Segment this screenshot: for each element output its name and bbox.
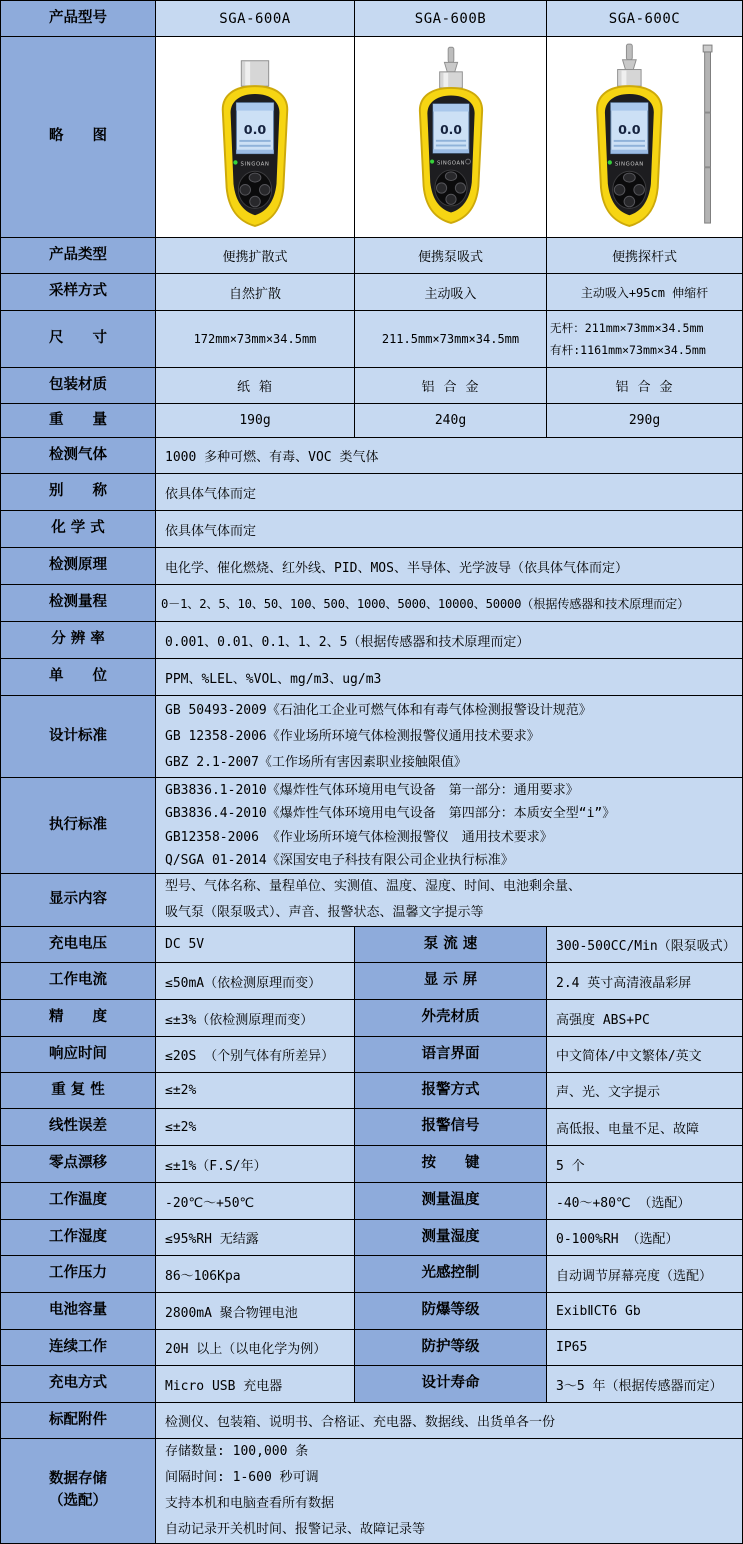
response-time-label: 响应时间 — [1, 1037, 156, 1073]
explosion-proof-value: ExibⅡCT6 Gb — [547, 1293, 742, 1330]
row-battery-explosion-proof — [1, 1293, 742, 1330]
shell-material-label: 外壳材质 — [355, 1000, 547, 1037]
package-material-label: 包装材质 — [1, 368, 156, 404]
display-screen-value: 2.4 英寸高清液晶彩屏 — [547, 963, 742, 1000]
row-detection-principle — [1, 548, 742, 585]
working-humidity-label: 工作湿度 — [1, 1220, 156, 1256]
dimensions-c-with-rod: 有杆:1161mm×73mm×34.5mm — [550, 343, 706, 357]
execution-standard-line: GB3836.1-2010《爆炸性气体环境用电气设备 第一部分：通用要求》 — [165, 782, 579, 798]
led-indicator — [233, 160, 237, 164]
weight-a: 190g — [156, 404, 355, 438]
product-image-sga-600b — [355, 37, 547, 238]
detected-gas-label: 检测气体 — [1, 438, 156, 474]
accuracy-value: ≤±3%（依检测原理而变） — [156, 1000, 355, 1037]
row-accuracy-shell-material — [1, 1000, 742, 1037]
chemical-formula-value: 依具体气体而定 — [156, 511, 742, 548]
explosion-proof-label: 防爆等级 — [355, 1293, 547, 1330]
detection-range-value: 0－1、2、5、10、50、100、500、1000、5000、10000、50000（根据传感器和技术原理而定） — [156, 585, 742, 622]
keys-value: 5 个 — [547, 1146, 742, 1183]
row-charging-mode-design-life — [1, 1366, 742, 1403]
measure-temperature-label: 测量温度 — [355, 1183, 547, 1220]
unit-label: 单 位 — [1, 659, 156, 696]
alarm-mode-value: 声、光、文字提示 — [547, 1073, 742, 1109]
row-resolution — [1, 622, 742, 659]
pump-flow-value: 300-500CC/Min（限泵吸式） — [547, 927, 742, 963]
sensor-cap — [439, 72, 462, 88]
model-name-sga-600a: SGA-600A — [156, 1, 355, 37]
pump-flow-label: 泵 流 速 — [355, 927, 547, 963]
display-content-line: 型号、气体名称、量程单位、实测值、温度、湿度、时间、电池剩余量、 — [165, 879, 582, 894]
working-temperature-value: -20℃～+50℃ — [156, 1183, 355, 1220]
design-standard-label: 设计标准 — [1, 696, 156, 778]
row-working-temp-measure-temp — [1, 1183, 742, 1220]
product-type-label: 产品类型 — [1, 238, 156, 274]
data-storage-line: 自动记录开关机时间、报警记录、故障记录等 — [165, 1522, 426, 1537]
design-standard-value — [156, 696, 742, 778]
product-image-sga-600c — [547, 37, 742, 238]
brand-text: SINGOAN — [240, 161, 270, 168]
row-working-current-display-screen — [1, 963, 742, 1000]
dimensions-c-without-rod: 无杆：211mm×73mm×34.5mm — [550, 321, 704, 335]
row-unit — [1, 659, 742, 696]
row-package-material — [1, 368, 742, 404]
product-type-a: 便携扩散式 — [156, 238, 355, 274]
dimensions-label: 尺 寸 — [1, 311, 156, 368]
device-illustration-pump — [366, 42, 536, 232]
package-material-c: 铝合金 — [547, 368, 742, 404]
device-illustration-diffusion — [167, 42, 343, 232]
detection-principle-label: 检测原理 — [1, 548, 156, 585]
response-time-value: ≤20S （个别气体有所差异） — [156, 1037, 355, 1073]
charging-mode-value: Micro USB 充电器 — [156, 1366, 355, 1403]
execution-standard-line: GB12358-2006 《作业场所环境气体检测报警仪 通用技术要求》 — [165, 829, 553, 845]
working-current-value: ≤50mA（依检测原理而变） — [156, 963, 355, 1000]
row-product-model — [1, 1, 742, 37]
working-temperature-label: 工作温度 — [1, 1183, 156, 1220]
detected-gas-value: 1000 多种可燃、有毒、VOC 类气体 — [156, 438, 742, 474]
linearity-error-label: 线性误差 — [1, 1109, 156, 1146]
execution-standard-value — [156, 778, 742, 874]
working-pressure-value: 86～106Kpa — [156, 1256, 355, 1293]
continuous-work-value: 20H 以上（以电化学为例） — [156, 1330, 355, 1366]
screen-value: 0.0 — [243, 122, 267, 138]
light-control-value: 自动调节屏幕亮度（选配） — [547, 1256, 742, 1293]
execution-standard-line: GB3836.4-2010《爆炸性气体环境用电气设备 第四部分：本质安全型“i”》 — [165, 806, 616, 821]
zero-drift-value: ≤±1%（F.S/年） — [156, 1146, 355, 1183]
keys-label: 按 键 — [355, 1146, 547, 1183]
display-content-label: 显示内容 — [1, 874, 156, 927]
screen-value: 0.0 — [439, 123, 462, 138]
alarm-signal-label: 报警信号 — [355, 1109, 547, 1146]
measure-temperature-value: -40～+80℃ （选配） — [547, 1183, 742, 1220]
battery-capacity-label: 电池容量 — [1, 1293, 156, 1330]
weight-c: 290g — [547, 404, 742, 438]
row-continuous-work-protection — [1, 1330, 742, 1366]
device-illustration-probe-rod — [557, 42, 733, 232]
alarm-mode-label: 报警方式 — [355, 1073, 547, 1109]
sketch-label: 略 图 — [1, 37, 156, 238]
product-type-b: 便携泵吸式 — [355, 238, 547, 274]
sampling-method-a: 自然扩散 — [156, 274, 355, 311]
display-screen-label: 显 示 屏 — [355, 963, 547, 1000]
model-name-sga-600c: SGA-600C — [547, 1, 742, 37]
row-design-standard — [1, 696, 742, 778]
row-working-humidity-measure-humidity — [1, 1220, 742, 1256]
accessories-label: 标配附件 — [1, 1403, 156, 1439]
working-current-label: 工作电流 — [1, 963, 156, 1000]
shell-material-value: 高强度 ABS+PC — [547, 1000, 742, 1037]
brand-text: SINGOAN — [614, 161, 644, 168]
design-standard-line: GB 12358-2006《作业场所环境气体检测报警仪通用技术要求》 — [165, 728, 540, 744]
led-indicator — [430, 159, 434, 163]
product-type-c: 便携探杆式 — [547, 238, 742, 274]
accessories-value: 检测仪、包装箱、说明书、合格证、充电器、数据线、出货单各一份 — [156, 1403, 742, 1439]
dimensions-b: 211.5mm×73mm×34.5mm — [355, 311, 547, 368]
sampling-probe — [626, 44, 632, 60]
design-standard-line: GB 50493-2009《石油化工企业可燃气体和有毒气体检测报警设计规范》 — [165, 702, 592, 718]
execution-standard-line: Q/SGA 01-2014《深国安电子科技有限公司企业执行标准》 — [165, 853, 514, 868]
display-content-value — [156, 874, 742, 927]
sensor-cap — [617, 70, 640, 87]
resolution-label: 分 辨 率 — [1, 622, 156, 659]
data-storage-label-line: （选配） — [49, 1493, 107, 1509]
linearity-error-value: ≤±2% — [156, 1109, 355, 1146]
row-sampling-method — [1, 274, 742, 311]
alarm-signal-value: 高低报、电量不足、故障 — [547, 1109, 742, 1146]
light-control-label: 光感控制 — [355, 1256, 547, 1293]
product-image-sga-600a — [156, 37, 355, 238]
language-value: 中文简体/中文繁体/英文 — [547, 1037, 742, 1073]
detection-principle-value: 电化学、催化燃烧、红外线、PID、MOS、半导体、光学波导（依具体气体而定） — [156, 548, 742, 585]
row-detection-range — [1, 585, 742, 622]
row-charge-voltage-pump-flow — [1, 927, 742, 963]
row-alias — [1, 474, 742, 511]
row-accessories — [1, 1403, 742, 1439]
model-name-sga-600b: SGA-600B — [355, 1, 547, 37]
row-weight — [1, 404, 742, 438]
repeatability-label: 重 复 性 — [1, 1073, 156, 1109]
alias-label: 别 称 — [1, 474, 156, 511]
row-working-pressure-light-control — [1, 1256, 742, 1293]
row-sketch — [1, 37, 742, 238]
product-model-label: 产品型号 — [1, 1, 156, 37]
measure-humidity-label: 测量湿度 — [355, 1220, 547, 1256]
weight-label: 重 量 — [1, 404, 156, 438]
design-standard-line: GBZ 2.1-2007《工作场所有害因素职业接触限值》 — [165, 754, 467, 770]
unit-value: PPM、%LEL、%VOL、mg/m3、ug/m3 — [156, 659, 742, 696]
package-material-b: 铝合金 — [355, 368, 547, 404]
working-humidity-value: ≤95%RH 无结露 — [156, 1220, 355, 1256]
data-storage-line: 支持本机和电脑查看所有数据 — [165, 1496, 335, 1511]
charging-mode-label: 充电方式 — [1, 1366, 156, 1403]
weight-b: 240g — [355, 404, 547, 438]
screen-value: 0.0 — [617, 122, 641, 138]
zero-drift-label: 零点漂移 — [1, 1146, 156, 1183]
protection-class-value: IP65 — [547, 1330, 742, 1366]
row-chemical-formula — [1, 511, 742, 548]
sampling-method-c: 主动吸入+95cm 伸缩杆 — [547, 274, 742, 311]
row-response-time-language — [1, 1037, 742, 1073]
continuous-work-label: 连续工作 — [1, 1330, 156, 1366]
row-detected-gas — [1, 438, 742, 474]
brand-text: SINGOAN — [436, 160, 465, 167]
charge-voltage-value: DC 5V — [156, 927, 355, 963]
design-life-value: 3～5 年（根据传感器而定） — [547, 1366, 742, 1403]
sampling-method-b: 主动吸入 — [355, 274, 547, 311]
sampling-method-label: 采样方式 — [1, 274, 156, 311]
execution-standard-label: 执行标准 — [1, 778, 156, 874]
detection-range-label: 检测量程 — [1, 585, 156, 622]
charge-voltage-label: 充电电压 — [1, 927, 156, 963]
accuracy-label: 精 度 — [1, 1000, 156, 1037]
row-data-storage — [1, 1439, 742, 1543]
resolution-value: 0.001、0.01、0.1、1、2、5（根据传感器和技术原理而定） — [156, 622, 742, 659]
row-execution-standard — [1, 778, 742, 874]
row-repeatability-alarm-mode — [1, 1073, 742, 1109]
alias-value: 依具体气体而定 — [156, 474, 742, 511]
row-zero-drift-keys — [1, 1146, 742, 1183]
dimensions-a: 172mm×73mm×34.5mm — [156, 311, 355, 368]
data-storage-label-line: 数据存储 — [49, 1471, 107, 1488]
working-pressure-label: 工作压力 — [1, 1256, 156, 1293]
sampling-probe — [448, 47, 454, 62]
language-label: 语言界面 — [355, 1037, 547, 1073]
protection-class-label: 防护等级 — [355, 1330, 547, 1366]
data-storage-value — [156, 1439, 742, 1543]
package-material-a: 纸箱 — [156, 368, 355, 404]
row-linearity-alarm-signal — [1, 1109, 742, 1146]
data-storage-line: 存储数量: 100,000 条 — [165, 1444, 309, 1459]
chemical-formula-label: 化 学 式 — [1, 511, 156, 548]
row-display-content — [1, 874, 742, 927]
row-dimensions — [1, 311, 742, 368]
design-life-label: 设计寿命 — [355, 1366, 547, 1403]
display-content-line: 吸气泵（限泵吸式）、声音、报警状态、温馨文字提示等 — [165, 905, 484, 920]
data-storage-line: 间隔时间: 1-600 秒可调 — [165, 1470, 319, 1485]
measure-humidity-value: 0-100%RH （选配） — [547, 1220, 742, 1256]
led-indicator — [607, 160, 611, 164]
battery-capacity-value: 2800mA 聚合物锂电池 — [156, 1293, 355, 1330]
data-storage-label — [1, 1439, 156, 1543]
repeatability-value: ≤±2% — [156, 1073, 355, 1109]
row-product-type — [1, 238, 742, 274]
dimensions-c — [547, 311, 742, 368]
telescopic-rod — [703, 45, 712, 223]
